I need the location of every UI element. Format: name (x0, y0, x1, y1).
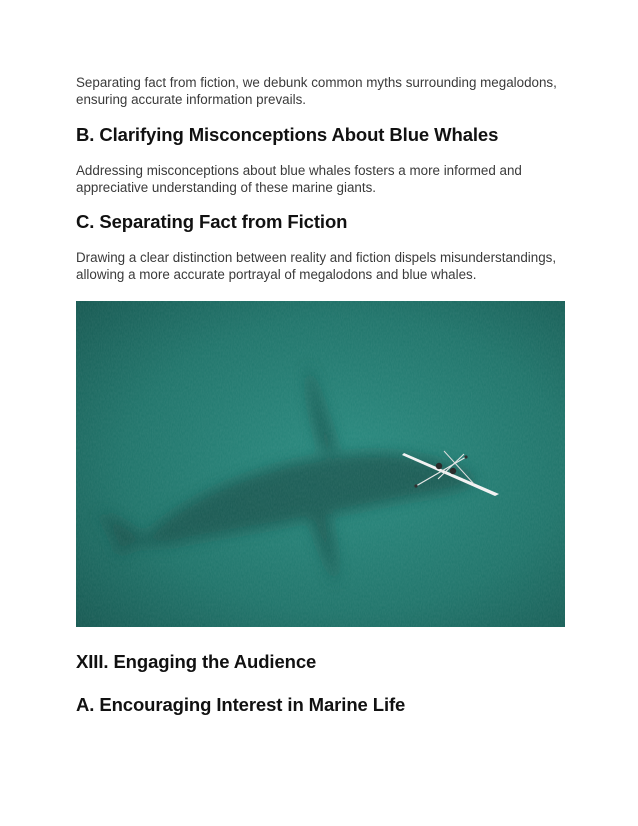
heading-blue-whale-misconceptions: B. Clarifying Misconceptions About Blue Whales (76, 124, 499, 145)
paragraph-line: Drawing a clear distinction between reality and fiction dispels misunderstandings, (76, 250, 557, 265)
heading-encouraging-interest: A. Encouraging Interest in Marine Life (76, 694, 406, 715)
paragraph-line: appreciative understanding of these marine giants. (76, 180, 376, 195)
whale-kayak-photo (76, 301, 565, 627)
heading-fact-from-fiction: C. Separating Fact from Fiction (76, 211, 348, 232)
paragraph-myths (76, 74, 576, 108)
heading-engaging-audience: XIII. Engaging the Audience (76, 651, 317, 672)
paragraph-line: allowing a more accurate portrayal of megalodons and blue whales. (76, 267, 477, 282)
paragraph-distinction (76, 249, 576, 283)
paragraph-line: Separating fact from fiction, we debunk common myths surrounding megalodons, (76, 75, 557, 90)
paragraph-line: Addressing misconceptions about blue whales fosters a more informed and (76, 163, 522, 178)
paragraph-misconceptions (76, 162, 576, 196)
paragraph-line: ensuring accurate information prevails. (76, 92, 306, 107)
water-ripples (76, 301, 565, 627)
whale-kayak-illustration (76, 301, 565, 627)
